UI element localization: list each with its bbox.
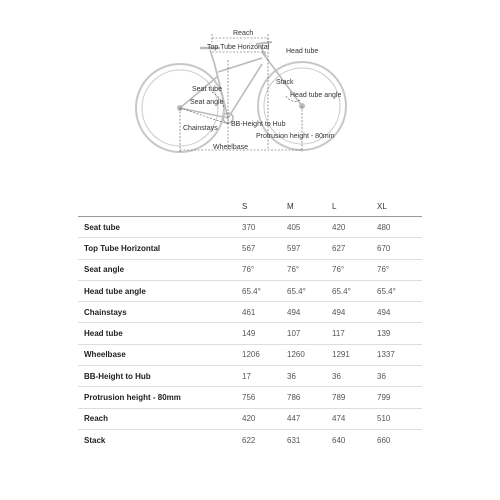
table-cell: 65.4° [242, 280, 287, 301]
table-cell: 36 [287, 366, 332, 387]
table-cell: 627 [332, 238, 377, 259]
table-cell: 631 [287, 435, 301, 445]
table-cell: 1337 [377, 344, 422, 365]
table-cell: 474 [332, 408, 377, 429]
row-label: Seat angle [78, 259, 242, 280]
label-seat-angle: Seat angle [190, 99, 224, 106]
label-seat-tube: Seat tube [192, 86, 222, 93]
table-cell: 139 [377, 323, 422, 344]
table-cell: 65.4° [377, 280, 422, 301]
table-cell: 76° [287, 259, 332, 280]
row-label: Stack [84, 435, 106, 445]
row-label: Chainstays [78, 302, 242, 323]
table-cell: 117 [332, 323, 377, 344]
table-cell: 76° [242, 259, 287, 280]
table-cell: 36 [377, 366, 422, 387]
table-header-size: XL [377, 196, 422, 217]
table-cell: 786 [287, 387, 332, 408]
label-top-tube: Top Tube Horizontal [207, 44, 270, 51]
label-head-tube-angle: Head tube angle [290, 92, 342, 99]
label-head-tube: Head tube [286, 48, 319, 55]
table-cell: 567 [242, 238, 287, 259]
table-cell: 494 [287, 302, 332, 323]
table-cell: 480 [377, 217, 422, 238]
label-chainstays: Chainstays [183, 125, 218, 132]
table-cell: 76° [332, 259, 377, 280]
label-stack: Stack [276, 79, 294, 86]
table-cell: 405 [287, 217, 332, 238]
table-cell: 597 [287, 238, 332, 259]
table-row [78, 217, 422, 238]
table-row [78, 344, 422, 365]
table-cell: 1206 [242, 344, 287, 365]
row-label: Head tube angle [78, 280, 242, 301]
table-cell: 510 [377, 408, 422, 429]
row-label: Seat tube [78, 217, 242, 238]
row-label: BB-Height to Hub [78, 366, 242, 387]
table-header-size: L [332, 196, 377, 217]
geometry-table [78, 196, 422, 450]
table-cell: 76° [377, 259, 422, 280]
table-cell: 65.4° [332, 280, 377, 301]
table-header-row [78, 196, 422, 217]
table-row [78, 408, 422, 429]
table-cell: 1260 [287, 344, 332, 365]
label-bb-height: BB-Height to Hub [231, 121, 286, 128]
row-label: Head tube [78, 323, 242, 344]
row-label: Top Tube Horizontal [78, 238, 242, 259]
table-cell: 789 [332, 387, 377, 408]
table-cell: 1291 [332, 344, 377, 365]
table-header-size: M [287, 196, 332, 217]
label-protrusion: Protrusion height - 80mm [256, 133, 335, 140]
table-cell: 17 [242, 366, 287, 387]
bike-geometry-diagram [0, 0, 500, 170]
table-row [78, 366, 422, 387]
table-cell: 622 [242, 435, 256, 445]
table-row [78, 302, 422, 323]
table-header-label [78, 196, 242, 217]
table-cell: 640 [332, 435, 346, 445]
table-cell: 107 [287, 323, 332, 344]
table-row [78, 429, 422, 450]
table-row [78, 387, 422, 408]
label-reach: Reach [233, 30, 254, 37]
table-cell: 149 [242, 323, 287, 344]
diagram-labels [183, 30, 341, 151]
table-cell: 65.4° [287, 280, 332, 301]
table-header-size: S [242, 196, 287, 217]
table-cell: 461 [242, 302, 287, 323]
table-row [78, 280, 422, 301]
table-cell: 420 [332, 217, 377, 238]
table-cell: 756 [242, 387, 287, 408]
table-cell: 494 [377, 302, 422, 323]
table-cell: 420 [242, 408, 287, 429]
table-cell: 370 [242, 217, 287, 238]
table-cell: 660 [377, 435, 391, 445]
row-label: Wheelbase [78, 344, 242, 365]
table-cell: 494 [332, 302, 377, 323]
table-cell: 670 [377, 238, 422, 259]
row-label: Protrusion height - 80mm [78, 387, 242, 408]
table-row [78, 259, 422, 280]
table-row [78, 238, 422, 259]
table-row [78, 323, 422, 344]
label-wheelbase: Wheelbase [213, 144, 249, 151]
table-cell: 799 [377, 387, 422, 408]
table-cell: 36 [332, 366, 377, 387]
row-label: Reach [78, 408, 242, 429]
table-cell: 447 [287, 408, 332, 429]
